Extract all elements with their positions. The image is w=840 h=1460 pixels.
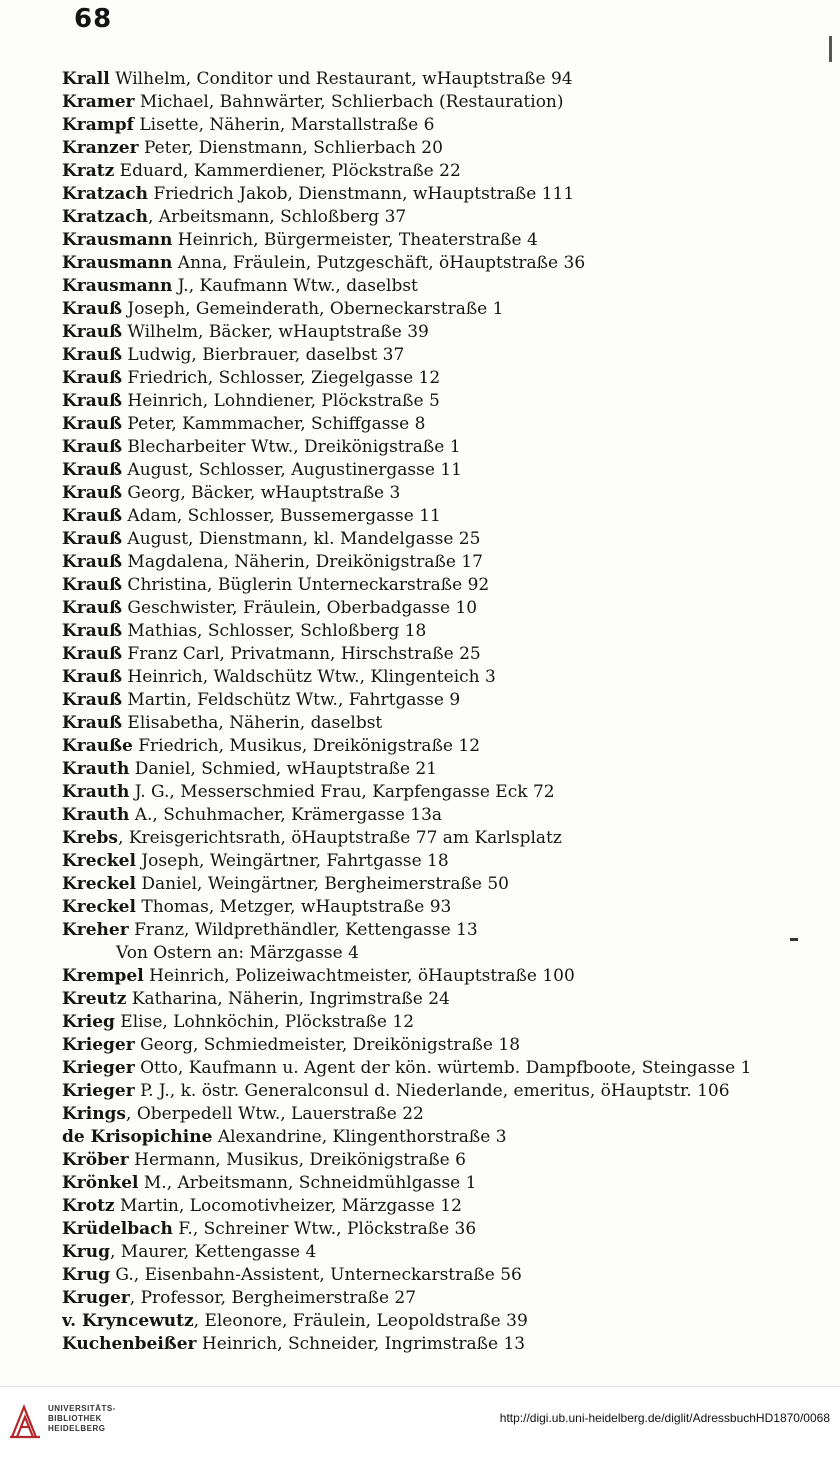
entry-details: A., Schuhmacher, Krämergasse 13a xyxy=(129,805,443,825)
entry-details: Friedrich, Musikus, Dreikönigstraße 12 xyxy=(132,736,481,756)
source-url-link[interactable]: http://digi.ub.uni-heidelberg.de/diglit/AdressbuchHD1870/0068 xyxy=(499,1411,830,1425)
entry-surname: Krauß xyxy=(62,529,123,549)
address-entry xyxy=(62,1103,822,1126)
entry-surname: Krauß xyxy=(62,460,123,480)
entry-details: Adam, Schlosser, Bussemergasse 11 xyxy=(122,506,441,526)
address-entry xyxy=(62,942,822,965)
address-entry xyxy=(62,1264,822,1287)
address-entry xyxy=(62,1333,822,1356)
entry-surname: Kruger xyxy=(62,1288,130,1308)
entry-surname: Krauß xyxy=(62,575,123,595)
address-entry xyxy=(62,712,822,735)
entry-surname: Krauße xyxy=(62,736,133,756)
entry-surname: Krauß xyxy=(62,644,123,664)
address-entry xyxy=(62,183,822,206)
entry-details: , Arbeitsmann, Schloßberg 37 xyxy=(147,207,407,227)
university-library-logo-icon xyxy=(8,1403,42,1441)
entry-details: Georg, Schmiedmeister, Dreikönigstraße 18 xyxy=(134,1035,521,1055)
entry-details: Georg, Bäcker, wHauptstraße 3 xyxy=(122,483,401,503)
entry-details: Joseph, Weingärtner, Fahrtgasse 18 xyxy=(135,851,449,871)
address-entry xyxy=(62,436,822,459)
entry-surname: Kreutz xyxy=(62,989,127,1009)
entry-surname: Krauß xyxy=(62,598,123,618)
address-entry xyxy=(62,275,822,298)
address-entry xyxy=(62,735,822,758)
address-entry xyxy=(62,666,822,689)
entry-surname: Krauß xyxy=(62,299,123,319)
entry-details: M., Arbeitsmann, Schneidmühlgasse 1 xyxy=(138,1173,477,1193)
entry-surname: Krauth xyxy=(62,782,130,802)
entry-surname: Krampf xyxy=(62,115,134,135)
entry-surname: Krauß xyxy=(62,414,123,434)
address-entry xyxy=(62,482,822,505)
address-entry xyxy=(62,1195,822,1218)
address-entry xyxy=(62,390,822,413)
address-entry xyxy=(62,1241,822,1264)
entry-surname: Krug xyxy=(62,1242,110,1262)
entry-details: Heinrich, Schneider, Ingrimstraße 13 xyxy=(196,1334,526,1354)
entry-surname: Krauß xyxy=(62,368,123,388)
entry-details: Daniel, Schmied, wHauptstraße 21 xyxy=(129,759,438,779)
address-entry xyxy=(62,919,822,942)
entry-surname: Krauß xyxy=(62,322,123,342)
entry-details: Heinrich, Lohndiener, Plöckstraße 5 xyxy=(122,391,440,411)
entry-surname: Krall xyxy=(62,69,110,89)
address-entry xyxy=(62,91,822,114)
entry-details: Heinrich, Bürgermeister, Theaterstraße 4 xyxy=(172,230,538,250)
address-entry xyxy=(62,367,822,390)
entry-details: Elise, Lohnköchin, Plöckstraße 12 xyxy=(114,1012,415,1032)
entry-surname: Krieg xyxy=(62,1012,115,1032)
entry-details: Mathias, Schlosser, Schloßberg 18 xyxy=(122,621,427,641)
page-edge-mark xyxy=(829,36,832,62)
library-name-line: HEIDELBERG xyxy=(48,1424,106,1433)
address-entry xyxy=(62,321,822,344)
address-entry xyxy=(62,965,822,988)
entry-surname: Kröber xyxy=(62,1150,129,1170)
page-number: 68 xyxy=(74,4,113,34)
address-entry xyxy=(62,1287,822,1310)
entry-details: , Professor, Bergheimerstraße 27 xyxy=(129,1288,417,1308)
entry-details: Thomas, Metzger, wHauptstraße 93 xyxy=(135,897,452,917)
entry-surname: Kreckel xyxy=(62,874,136,894)
library-footer xyxy=(0,1386,840,1460)
entry-details: J., Kaufmann Wtw., daselbst xyxy=(172,276,418,296)
address-entry-list xyxy=(62,68,822,1356)
entry-surname: Kratzach xyxy=(62,207,148,227)
address-entry xyxy=(62,804,822,827)
address-entry xyxy=(62,1310,822,1333)
entry-surname: Krauß xyxy=(62,437,123,457)
address-entry xyxy=(62,206,822,229)
entry-details: Martin, Locomotivheizer, Märzgasse 12 xyxy=(114,1196,462,1216)
address-entry xyxy=(62,850,822,873)
address-entry xyxy=(62,988,822,1011)
address-entry xyxy=(62,689,822,712)
entry-details: Wilhelm, Bäcker, wHauptstraße 39 xyxy=(122,322,429,342)
address-entry xyxy=(62,1218,822,1241)
entry-surname: Krings xyxy=(62,1104,127,1124)
entry-details: August, Dienstmann, kl. Mandelgasse 25 xyxy=(122,529,481,549)
address-entry xyxy=(62,1149,822,1172)
entry-details: , Oberpedell Wtw., Lauerstraße 22 xyxy=(126,1104,424,1124)
entry-details: Franz Carl, Privatmann, Hirschstraße 25 xyxy=(122,644,481,664)
address-entry xyxy=(62,1080,822,1103)
entry-surname: Krauth xyxy=(62,805,130,825)
entry-surname: Krotz xyxy=(62,1196,115,1216)
address-entry xyxy=(62,413,822,436)
address-entry xyxy=(62,1011,822,1034)
entry-surname: Krauß xyxy=(62,506,123,526)
entry-details: Anna, Fräulein, Putzgeschäft, öHauptstraße 36 xyxy=(172,253,586,273)
address-entry xyxy=(62,505,822,528)
entry-details: Lisette, Näherin, Marstallstraße 6 xyxy=(133,115,435,135)
entry-surname: Kreher xyxy=(62,920,129,940)
entry-surname: Krebs xyxy=(62,828,119,848)
address-entry xyxy=(62,758,822,781)
address-entry xyxy=(62,1126,822,1149)
entry-surname: Krüdelbach xyxy=(62,1219,173,1239)
address-entry xyxy=(62,252,822,275)
entry-surname: Kratzach xyxy=(62,184,148,204)
entry-details: Wilhelm, Conditor und Restaurant, wHauptstraße 94 xyxy=(109,69,573,89)
entry-surname: Krieger xyxy=(62,1081,135,1101)
entry-details: Magdalena, Näherin, Dreikönigstraße 17 xyxy=(122,552,483,572)
address-entry xyxy=(62,827,822,850)
address-entry xyxy=(62,781,822,804)
address-entry xyxy=(62,1057,822,1080)
entry-details: , Eleonore, Fräulein, Leopoldstraße 39 xyxy=(193,1311,528,1331)
entry-surname: Krausmann xyxy=(62,253,173,273)
entry-details: Friedrich, Schlosser, Ziegelgasse 12 xyxy=(122,368,441,388)
entry-surname: Krauß xyxy=(62,667,123,687)
entry-details: Ludwig, Bierbrauer, daselbst 37 xyxy=(122,345,405,365)
entry-surname: de Krisopichine xyxy=(62,1127,213,1147)
entry-surname: Kratz xyxy=(62,161,115,181)
address-entry xyxy=(62,137,822,160)
address-entry xyxy=(62,896,822,919)
entry-details: Martin, Feldschütz Wtw., Fahrtgasse 9 xyxy=(122,690,461,710)
entry-surname: Krausmann xyxy=(62,276,173,296)
entry-details: Blecharbeiter Wtw., Dreikönigstraße 1 xyxy=(122,437,461,457)
entry-surname: Kreckel xyxy=(62,897,136,917)
entry-surname: Krauß xyxy=(62,552,123,572)
address-entry xyxy=(62,528,822,551)
entry-details: Michael, Bahnwärter, Schlierbach (Restauration) xyxy=(134,92,564,112)
address-entry xyxy=(62,597,822,620)
address-entry xyxy=(62,459,822,482)
address-entry xyxy=(62,160,822,183)
address-entry xyxy=(62,298,822,321)
entry-surname: Krauth xyxy=(62,759,130,779)
address-entry xyxy=(62,551,822,574)
entry-details: Peter, Kammmacher, Schiffgasse 8 xyxy=(122,414,426,434)
entry-surname: Krauß xyxy=(62,483,123,503)
address-entry xyxy=(62,620,822,643)
library-name xyxy=(48,1404,116,1434)
library-name-line: BIBLIOTHEK xyxy=(48,1414,102,1423)
entry-surname: Krauß xyxy=(62,621,123,641)
address-entry xyxy=(62,643,822,666)
entry-details: Friedrich Jakob, Dienstmann, wHauptstraße 111 xyxy=(147,184,575,204)
entry-surname: Kreckel xyxy=(62,851,136,871)
entry-surname: Kuchenbeißer xyxy=(62,1334,197,1354)
entry-details: Heinrich, Waldschütz Wtw., Klingenteich 3 xyxy=(122,667,496,687)
entry-details: F., Schreiner Wtw., Plöckstraße 36 xyxy=(172,1219,477,1239)
entry-details: Hermann, Musikus, Dreikönigstraße 6 xyxy=(128,1150,466,1170)
entry-surname: Krauß xyxy=(62,690,123,710)
entry-details: Christina, Büglerin Unterneckarstraße 92 xyxy=(122,575,490,595)
entry-details: Daniel, Weingärtner, Bergheimerstraße 50 xyxy=(135,874,509,894)
entry-details: Von Ostern an: Märzgasse 4 xyxy=(116,943,359,963)
entry-surname: Krausmann xyxy=(62,230,173,250)
entry-surname: v. Kryncewutz xyxy=(62,1311,194,1331)
entry-details: Heinrich, Polizeiwachtmeister, öHauptstraße 100 xyxy=(143,966,575,986)
library-name-line: UNIVERSITÄTS- xyxy=(48,1404,116,1413)
entry-surname: Krug xyxy=(62,1265,110,1285)
entry-details: J. G., Messerschmied Frau, Karpfengasse Eck 72 xyxy=(129,782,555,802)
entry-surname: Krieger xyxy=(62,1058,135,1078)
entry-surname: Krempel xyxy=(62,966,144,986)
address-entry xyxy=(62,574,822,597)
address-entry xyxy=(62,873,822,896)
entry-details: Franz, Wildprethändler, Kettengasse 13 xyxy=(128,920,478,940)
entry-details: Alexandrine, Klingenthorstraße 3 xyxy=(212,1127,507,1147)
entry-surname: Krauß xyxy=(62,391,123,411)
entry-details: P. J., k. östr. Generalconsul d. Niederlande, emeritus, öHauptstr. 106 xyxy=(134,1081,730,1101)
entry-details: Geschwister, Fräulein, Oberbadgasse 10 xyxy=(122,598,478,618)
entry-details: , Kreisgerichtsrath, öHauptstraße 77 am Karlsplatz xyxy=(118,828,562,848)
entry-details: August, Schlosser, Augustinergasse 11 xyxy=(122,460,462,480)
entry-surname: Krauß xyxy=(62,713,123,733)
entry-surname: Krönkel xyxy=(62,1173,139,1193)
entry-details: Otto, Kaufmann u. Agent der kön. würtemb. Dampfboote, Steingasse 1 xyxy=(134,1058,752,1078)
entry-details: Joseph, Gemeinderath, Oberneckarstraße 1 xyxy=(122,299,504,319)
entry-details: , Maurer, Kettengasse 4 xyxy=(109,1242,317,1262)
entry-surname: Kranzer xyxy=(62,138,139,158)
address-entry xyxy=(62,344,822,367)
entry-surname: Krauß xyxy=(62,345,123,365)
address-entry xyxy=(62,229,822,252)
entry-details: Eduard, Kammerdiener, Plöckstraße 22 xyxy=(114,161,461,181)
address-entry xyxy=(62,1172,822,1195)
address-entry xyxy=(62,1034,822,1057)
entry-surname: Krieger xyxy=(62,1035,135,1055)
entry-details: Elisabetha, Näherin, daselbst xyxy=(122,713,383,733)
entry-surname: Kramer xyxy=(62,92,135,112)
entry-details: Peter, Dienstmann, Schlierbach 20 xyxy=(138,138,443,158)
address-entry xyxy=(62,114,822,137)
address-entry xyxy=(62,68,822,91)
entry-details: Katharina, Näherin, Ingrimstraße 24 xyxy=(126,989,450,1009)
entry-details: G., Eisenbahn-Assistent, Unterneckarstraße 56 xyxy=(109,1265,522,1285)
